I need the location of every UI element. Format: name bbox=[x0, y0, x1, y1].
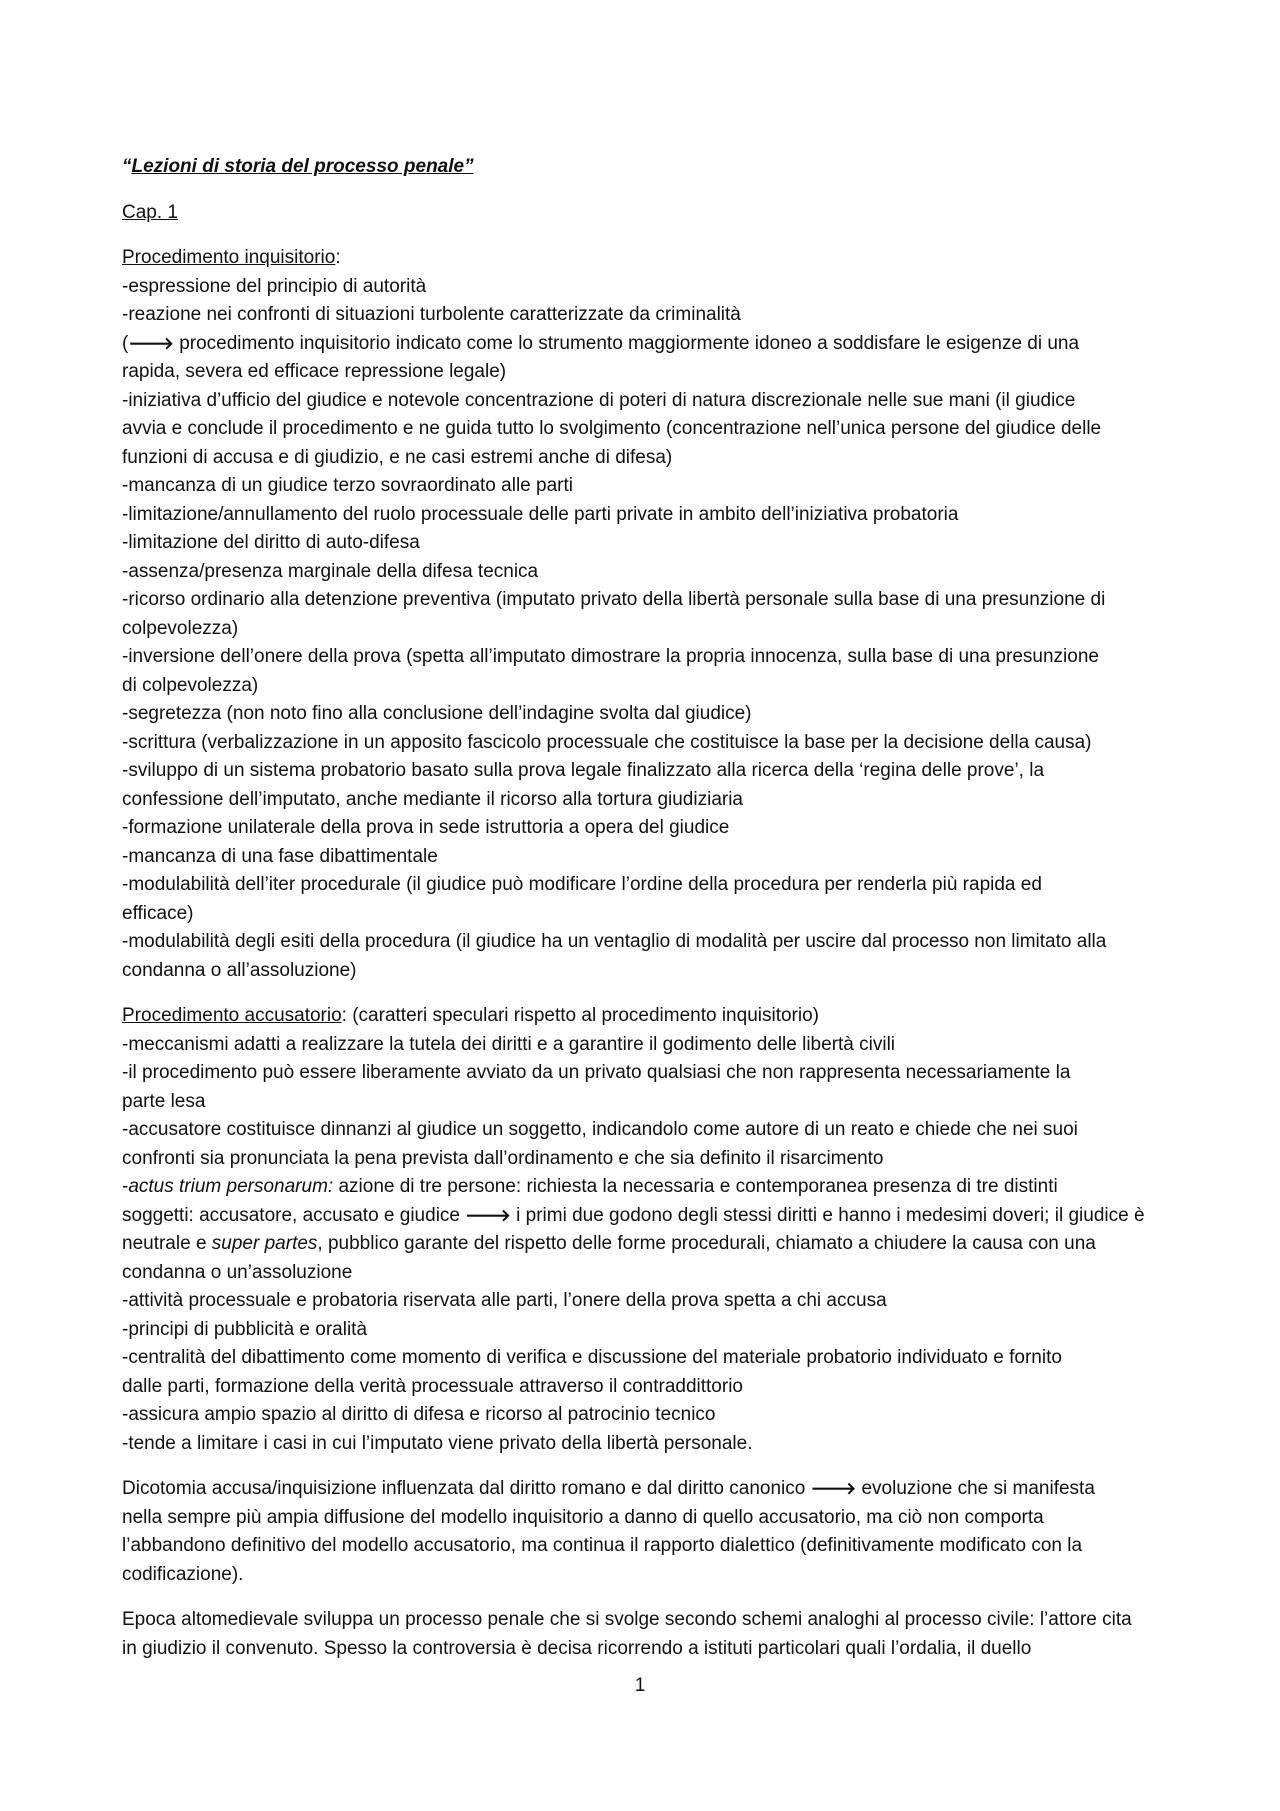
list-item: -formazione unilaterale della prova in sede istruttoria a opera del giudice bbox=[122, 817, 730, 838]
list-item: -modulabilità dell’iter procedurale (il giudice può modificare l’ordine della procedura per renderla più rapida ed bbox=[122, 874, 1042, 895]
paragraph-dicotomia bbox=[122, 1475, 1162, 1589]
section-heading-text: Procedimento accusatorio bbox=[122, 1005, 342, 1026]
list-item: avvia e conclude il procedimento e ne guida tutto lo svolgimento (concentrazione nell’unica persone del giudice delle bbox=[122, 418, 1102, 439]
list-item: -mancanza di un giudice terzo sovraordinato alle parti bbox=[122, 475, 573, 496]
list-item: -limitazione del diritto di auto-difesa bbox=[122, 532, 420, 553]
list-item: di colpevolezza) bbox=[122, 674, 259, 696]
section-heading bbox=[122, 244, 1162, 273]
list-item: -iniziativa d’ufficio del giudice e notevole concentrazione di poteri di natura discrezionale nelle sue mani (il giudice bbox=[122, 389, 1076, 411]
title-text: Lezioni di storia del processo penale” bbox=[131, 156, 474, 177]
paragraph-line: nella sempre più ampia diffusione del modello inquisitorio a danno di quello accusatorio, ma ciò non comporta bbox=[122, 1506, 1044, 1528]
paragraph-line: Epoca altomedievale sviluppa un processo penale che si svolge secondo schemi analoghi al processo civile: l’attore cita bbox=[122, 1609, 1132, 1630]
section-heading-suffix: : bbox=[335, 247, 341, 268]
list-item: -centralità del dibattimento come momento di verifica e discussione del materiale probatorio individuato e fornito bbox=[122, 1347, 1062, 1368]
section-heading-text: Procedimento inquisitorio bbox=[122, 247, 336, 268]
list-item: -assicura ampio spazio al diritto di difesa e ricorso al patrocinio tecnico bbox=[122, 1404, 716, 1425]
list-item: -mancanza di una fase dibattimentale bbox=[122, 845, 438, 867]
list-item: -espressione del principio di autorità bbox=[122, 275, 427, 297]
title-open-quote: “ bbox=[122, 156, 132, 177]
section-heading bbox=[122, 1002, 1162, 1031]
list-item: -limitazione/annullamento del ruolo processuale delle parti private in ambito dell’iniziativa probatoria bbox=[122, 503, 959, 525]
list-item: parte lesa bbox=[122, 1090, 206, 1112]
list-item: -accusatore costituisce dinnanzi al giudice un soggetto, indicandolo come autore di un reato e chiede che nei suoi bbox=[122, 1119, 1078, 1140]
chapter-heading bbox=[122, 199, 1162, 228]
list-item: -il procedimento può essere liberamente avviato da un privato qualsiasi che non rappresenta necessariamente la bbox=[122, 1062, 1071, 1083]
paragraph-line: l’abbandono definitivo del modello accusatorio, ma continua il rapporto dialettico (definitivamente modificato con la bbox=[122, 1535, 1083, 1556]
list-item: -tende a limitare i casi in cui l’imputato viene privato della libertà personale. bbox=[122, 1432, 753, 1454]
list-item: -actus trium personarum: azione di tre persone: richiesta la necessaria e contemporanea presenza di tre distinti bbox=[122, 1176, 1058, 1197]
list-item: -segretezza (non noto fino alla conclusione dell’indagine svolta dal giudice) bbox=[122, 703, 752, 724]
list-item: (🡒 procedimento inquisitorio indicato come lo strumento maggiormente idoneo a soddisfare le esigenze di una bbox=[122, 332, 1080, 354]
right-arrow-icon: 🡒 bbox=[128, 333, 174, 354]
list-item: -meccanismi adatti a realizzare la tutela dei diritti e a garantire il godimento delle libertà civili bbox=[122, 1033, 896, 1055]
list-item: dalle parti, formazione della verità processuale attraverso il contraddittorio bbox=[122, 1375, 743, 1397]
list-item: -principi di pubblicità e oralità bbox=[122, 1318, 368, 1340]
paragraph-altomedievale bbox=[122, 1606, 1162, 1663]
list-item: condanna o un’assoluzione bbox=[122, 1261, 353, 1283]
list-item: colpevolezza) bbox=[122, 617, 239, 639]
list-item: -inversione dell’onere della prova (spetta all’imputato dimostrare la propria innocenza, sulla base di una presunzione bbox=[122, 646, 1099, 667]
right-arrow-icon: 🡒 bbox=[465, 1205, 511, 1226]
list-item: -modulabilità degli esiti della procedura (il giudice ha un ventaglio di modalità per uscire dal processo non limitato alla bbox=[122, 931, 1107, 952]
paragraph-line: codificazione). bbox=[122, 1563, 244, 1585]
list-item: condanna o all’assoluzione) bbox=[122, 959, 357, 981]
list-item: rapida, severa ed efficace repressione legale) bbox=[122, 361, 507, 382]
list-item: -sviluppo di un sistema probatorio basato sulla prova legale finalizzato alla ricerca della ‘regina delle prove’, la bbox=[122, 760, 1045, 781]
document-title bbox=[122, 153, 1162, 182]
list-item: -scrittura (verbalizzazione in un apposito fascicolo processuale che costituisce la base per la decisione della causa) bbox=[122, 731, 1092, 753]
section-accusatorio bbox=[122, 1002, 1162, 1458]
document-body bbox=[122, 153, 1162, 1680]
chapter-label: Cap. 1 bbox=[122, 201, 178, 223]
list-item: funzioni di accusa e di giudizio, e ne casi estremi anche di difesa) bbox=[122, 446, 673, 468]
right-arrow-icon: 🡒 bbox=[810, 1479, 857, 1499]
paragraph-line: in giudizio il convenuto. Spesso la controversia è decisa ricorrendo a istituti particolari quali l’ordalia, il duello bbox=[122, 1637, 1032, 1659]
list-item: soggetti: accusatore, accusato e giudice 🡒 i primi due godono degli stessi diritti e hanno i medesimi doveri; il giudice è bbox=[122, 1204, 1145, 1226]
list-item: neutrale e super partes, pubblico garante del rispetto delle forme procedurali, chiamato a chiudere la causa con una bbox=[122, 1233, 1096, 1254]
list-item: -attività processuale e probatoria riservata alle parti, l’onere della prova spetta a chi accusa bbox=[122, 1290, 887, 1311]
page-number: 1 bbox=[634, 1675, 646, 1696]
list-item: -ricorso ordinario alla detenzione preventiva (imputato privato della libertà personale sulla base di una presunzione di bbox=[122, 589, 1106, 610]
section-heading-suffix: : (caratteri speculari rispetto al procedimento inquisitorio) bbox=[341, 1005, 819, 1026]
list-item: -assenza/presenza marginale della difesa tecnica bbox=[122, 560, 539, 582]
list-item: efficace) bbox=[122, 902, 194, 924]
list-item: confessione dell’imputato, anche mediante il ricorso alla tortura giudiziaria bbox=[122, 788, 743, 810]
section-inquisitorio bbox=[122, 244, 1162, 985]
list-item: -reazione nei confronti di situazioni turbolente caratterizzate da criminalità bbox=[122, 304, 741, 325]
list-item: confronti sia pronunciata la pena prevista dall’ordinamento e che sia definito il risarcimento bbox=[122, 1147, 884, 1169]
paragraph-line: Dicotomia accusa/inquisizione influenzata dal diritto romano e dal diritto canonico 🡒 evoluzione che si manifesta bbox=[122, 1478, 1095, 1499]
